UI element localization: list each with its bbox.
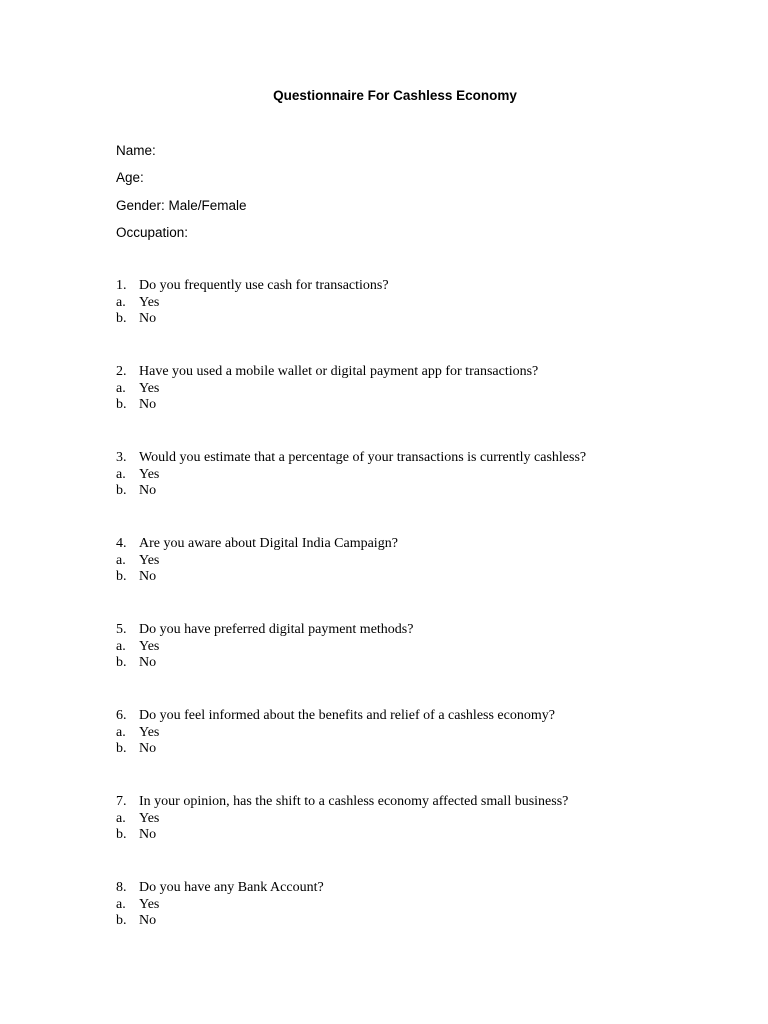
- option-no: [116, 827, 736, 844]
- question-row: [116, 708, 736, 725]
- question-8: [116, 880, 736, 966]
- option-marker: a.: [116, 552, 126, 568]
- option-yes: [116, 381, 736, 398]
- question-number: 2.: [116, 364, 127, 379]
- option-text: Yes: [139, 294, 160, 310]
- question-number: 1.: [116, 278, 127, 293]
- question-list: [116, 278, 736, 966]
- option-text: No: [139, 569, 157, 585]
- option-no: [116, 311, 736, 328]
- option-text: Yes: [139, 810, 160, 826]
- name-field-label: Name:: [116, 143, 156, 158]
- question-6: [116, 708, 736, 794]
- question-row: [116, 880, 736, 897]
- option-no: [116, 397, 736, 414]
- question-text: Are you aware about Digital India Campaign?: [139, 536, 398, 551]
- option-marker: b.: [116, 397, 127, 413]
- option-text: No: [139, 655, 157, 671]
- question-text: Do you have any Bank Account?: [139, 880, 324, 895]
- question-2: [116, 364, 736, 450]
- option-marker: a.: [116, 466, 126, 482]
- question-text: Do you feel informed about the benefits and relief of a cashless economy?: [139, 708, 555, 723]
- option-text: Yes: [139, 896, 160, 912]
- question-3: [116, 450, 736, 536]
- option-marker: b.: [116, 569, 127, 585]
- question-number: 4.: [116, 536, 127, 551]
- question-text: Do you frequently use cash for transactions?: [139, 278, 389, 293]
- age-field-label: Age:: [116, 170, 144, 186]
- question-number: 5.: [116, 622, 127, 637]
- option-no: [116, 483, 736, 500]
- option-text: No: [139, 397, 157, 413]
- option-yes: [116, 725, 736, 742]
- question-4: [116, 536, 736, 622]
- gender-field-label: Gender: Male/Female: [116, 197, 247, 213]
- document-title: Questionnaire For Cashless Economy: [273, 88, 517, 103]
- option-yes: [116, 467, 736, 484]
- option-no: [116, 655, 736, 672]
- question-text: Do you have preferred digital payment methods?: [139, 622, 414, 637]
- respondent-fields: [116, 142, 247, 251]
- option-text: Yes: [139, 724, 160, 740]
- option-text: Yes: [139, 466, 160, 482]
- option-text: Yes: [139, 552, 160, 568]
- option-marker: a.: [116, 380, 126, 396]
- question-5: [116, 622, 736, 708]
- option-yes: [116, 811, 736, 828]
- option-yes: [116, 553, 736, 570]
- option-marker: a.: [116, 896, 126, 912]
- question-number: 7.: [116, 794, 127, 809]
- option-marker: b.: [116, 655, 127, 671]
- question-text: Would you estimate that a percentage of your transactions is currently cashless?: [139, 450, 587, 465]
- option-no: [116, 741, 736, 758]
- option-yes: [116, 897, 736, 914]
- option-marker: b.: [116, 483, 127, 499]
- option-marker: b.: [116, 741, 127, 757]
- question-row: [116, 794, 736, 811]
- question-number: 6.: [116, 708, 127, 723]
- option-text: Yes: [139, 380, 160, 396]
- question-text: In your opinion, has the shift to a cashless economy affected small business?: [139, 794, 569, 809]
- option-yes: [116, 295, 736, 312]
- question-number: 8.: [116, 880, 127, 895]
- question-row: [116, 450, 736, 467]
- question-7: [116, 794, 736, 880]
- option-marker: b.: [116, 311, 127, 327]
- question-row: [116, 364, 736, 381]
- question-row: [116, 536, 736, 553]
- option-text: No: [139, 827, 157, 843]
- option-marker: a.: [116, 294, 126, 310]
- option-text: No: [139, 483, 157, 499]
- option-marker: b.: [116, 913, 127, 929]
- question-text: Have you used a mobile wallet or digital payment app for transactions?: [139, 364, 539, 379]
- occupation-field-label: Occupation:: [116, 224, 189, 240]
- question-number: 3.: [116, 450, 127, 465]
- option-text: No: [139, 741, 157, 757]
- option-marker: a.: [116, 810, 126, 826]
- option-marker: a.: [116, 638, 126, 654]
- option-text: No: [139, 913, 157, 929]
- option-text: No: [139, 311, 157, 327]
- question-row: [116, 622, 736, 639]
- question-1: [116, 278, 736, 364]
- option-text: Yes: [139, 638, 160, 654]
- option-marker: a.: [116, 724, 126, 740]
- question-row: [116, 278, 736, 295]
- option-yes: [116, 639, 736, 656]
- option-no: [116, 569, 736, 586]
- option-no: [116, 913, 736, 930]
- option-marker: b.: [116, 827, 127, 843]
